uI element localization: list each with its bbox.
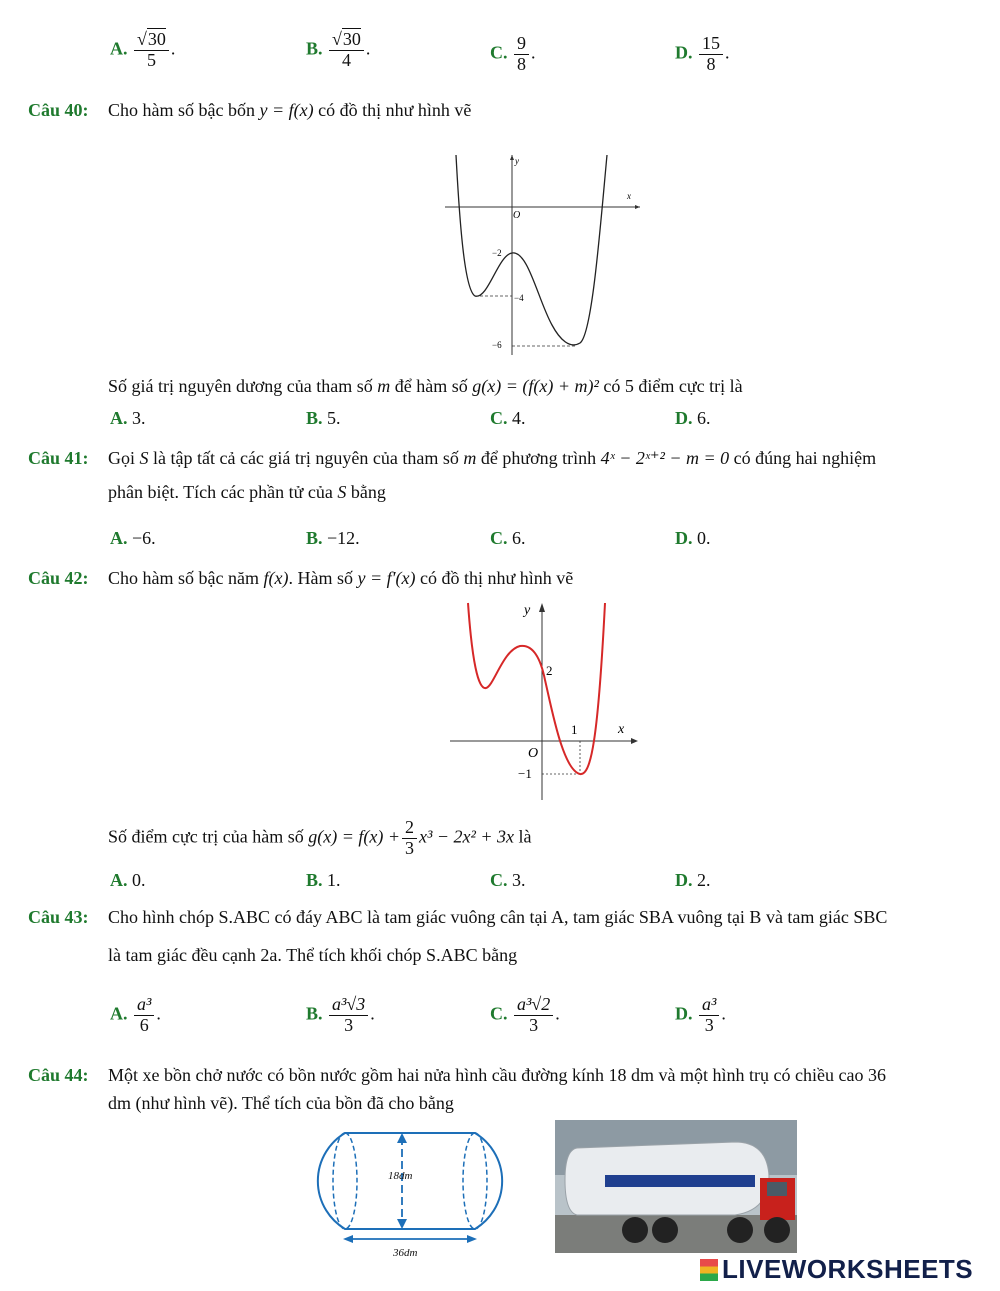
q40-origin-label: O — [513, 210, 521, 221]
q44-stem-line1: Một xe bồn chở nước có bồn nước gồm hai nửa hình cầu đường kính 18 dm và một hình trụ có chiều cao 36 — [108, 1065, 886, 1085]
q43-stem-line1: Cho hình chóp S.ABC có đáy ABC là tam giác vuông cân tại A, tam giác SBA vuông tại B và tam giác SBC — [108, 907, 888, 927]
q42-label-minus1: −1 — [518, 766, 532, 781]
q42-stem: Cho hàm số bậc năm f(x). Hàm số y = f′(x) có đồ thị như hình vẽ — [108, 568, 574, 588]
q42-number: Câu 42: — [28, 568, 89, 588]
q40-option-c[interactable]: C. 4. — [490, 408, 526, 428]
truck-photo — [555, 1120, 797, 1253]
q42-y-label: y — [524, 603, 531, 618]
q42-option-d[interactable]: D. 2. — [675, 870, 711, 890]
q41-option-b[interactable]: B. −12. — [306, 528, 360, 548]
q40-y-label: y — [515, 156, 519, 166]
q40-x-label: x — [627, 191, 631, 201]
q41-option-d[interactable]: D. 0. — [675, 528, 711, 548]
q43-stem-line2: là tam giác đều cạnh 2a. Thể tích khối chóp S.ABC bằng — [108, 945, 518, 965]
q44-tank-diagram — [285, 1125, 545, 1265]
q40-graph — [440, 150, 645, 360]
q41-option-c[interactable]: C. 6. — [490, 528, 526, 548]
q41-stem-line1: Gọi S là tập tất cả các giá trị nguyên của tham số m để phương trình 4ˣ − 2ˣ⁺² − m = 0 có đúng hai nghiệm — [108, 448, 877, 468]
q43-number: Câu 43: — [28, 907, 89, 927]
q42-option-b[interactable]: B. 1. — [306, 870, 341, 890]
liveworksheets-logo: LIVEWORKSHEETS — [700, 1254, 973, 1285]
q39-option-b[interactable]: B. $\frac{√30}{4}$ . — [306, 29, 371, 70]
q42-option-a[interactable]: A. 0. — [110, 870, 146, 890]
q42-label-1: 1 — [571, 722, 578, 737]
logo-icon — [700, 1259, 718, 1281]
q40-number: Câu 40: — [28, 100, 89, 120]
q40-option-a[interactable]: A. 3. — [110, 408, 146, 428]
q40-option-d[interactable]: D. 6. — [675, 408, 711, 428]
length-label: 36dm — [393, 1247, 418, 1259]
q39-option-d[interactable]: D. $\frac{15}{8}$ . — [675, 33, 730, 74]
q44-number: Câu 44: — [28, 1065, 89, 1085]
q41-stem-line2: phân biệt. Tích các phần tử của S bằng — [108, 482, 386, 502]
q43-option-b[interactable]: B. $\frac{\text{a³√3}}{3}$ . — [306, 994, 375, 1035]
q42-label-2: 2 — [546, 663, 553, 678]
q40-question: Số giá trị nguyên dương của tham số m để hàm số g(x) = (f(x) + m)² có 5 điểm cực trị là — [108, 376, 743, 396]
q42-question: Số điểm cực trị của hàm số g(x) = f(x) + $\frac{2}{3}$ x³ − 2x² + 3x là — [108, 817, 532, 858]
q43-option-c[interactable]: C. $\frac{\text{a³√2}}{3}$ . — [490, 994, 560, 1035]
q40-tick-minus6: −6 — [492, 340, 502, 350]
q42-x-label: x — [618, 722, 625, 737]
q42-option-c[interactable]: C. 3. — [490, 870, 526, 890]
q42-graph — [448, 600, 643, 805]
q42-origin-label: O — [528, 746, 539, 761]
q44-stem-line2: dm (như hình vẽ). Thể tích của bồn đã cho bằng — [108, 1093, 454, 1113]
q43-option-a[interactable]: A. $\frac{\text{a³}}{6}$ . — [110, 994, 161, 1035]
q41-number: Câu 41: — [28, 448, 89, 468]
q40-tick-minus4: −4 — [514, 293, 524, 303]
q41-option-a[interactable]: A. −6. — [110, 528, 156, 548]
q43-option-d[interactable]: D. $\frac{\text{a³}}{3}$ . — [675, 994, 726, 1035]
q40-stem: Cho hàm số bậc bốn y = f(x) có đồ thị như hình vẽ — [108, 100, 472, 120]
q39-option-c[interactable]: C. $\frac{9}{8}$ . — [490, 33, 536, 74]
q40-curve — [456, 155, 607, 345]
diameter-label: 18dm — [388, 1170, 413, 1182]
q39-option-a[interactable]: A. $\frac{√30}{5}$ . — [110, 29, 176, 70]
q40-option-b[interactable]: B. 5. — [306, 408, 341, 428]
q40-tick-minus2: −2 — [492, 248, 502, 258]
